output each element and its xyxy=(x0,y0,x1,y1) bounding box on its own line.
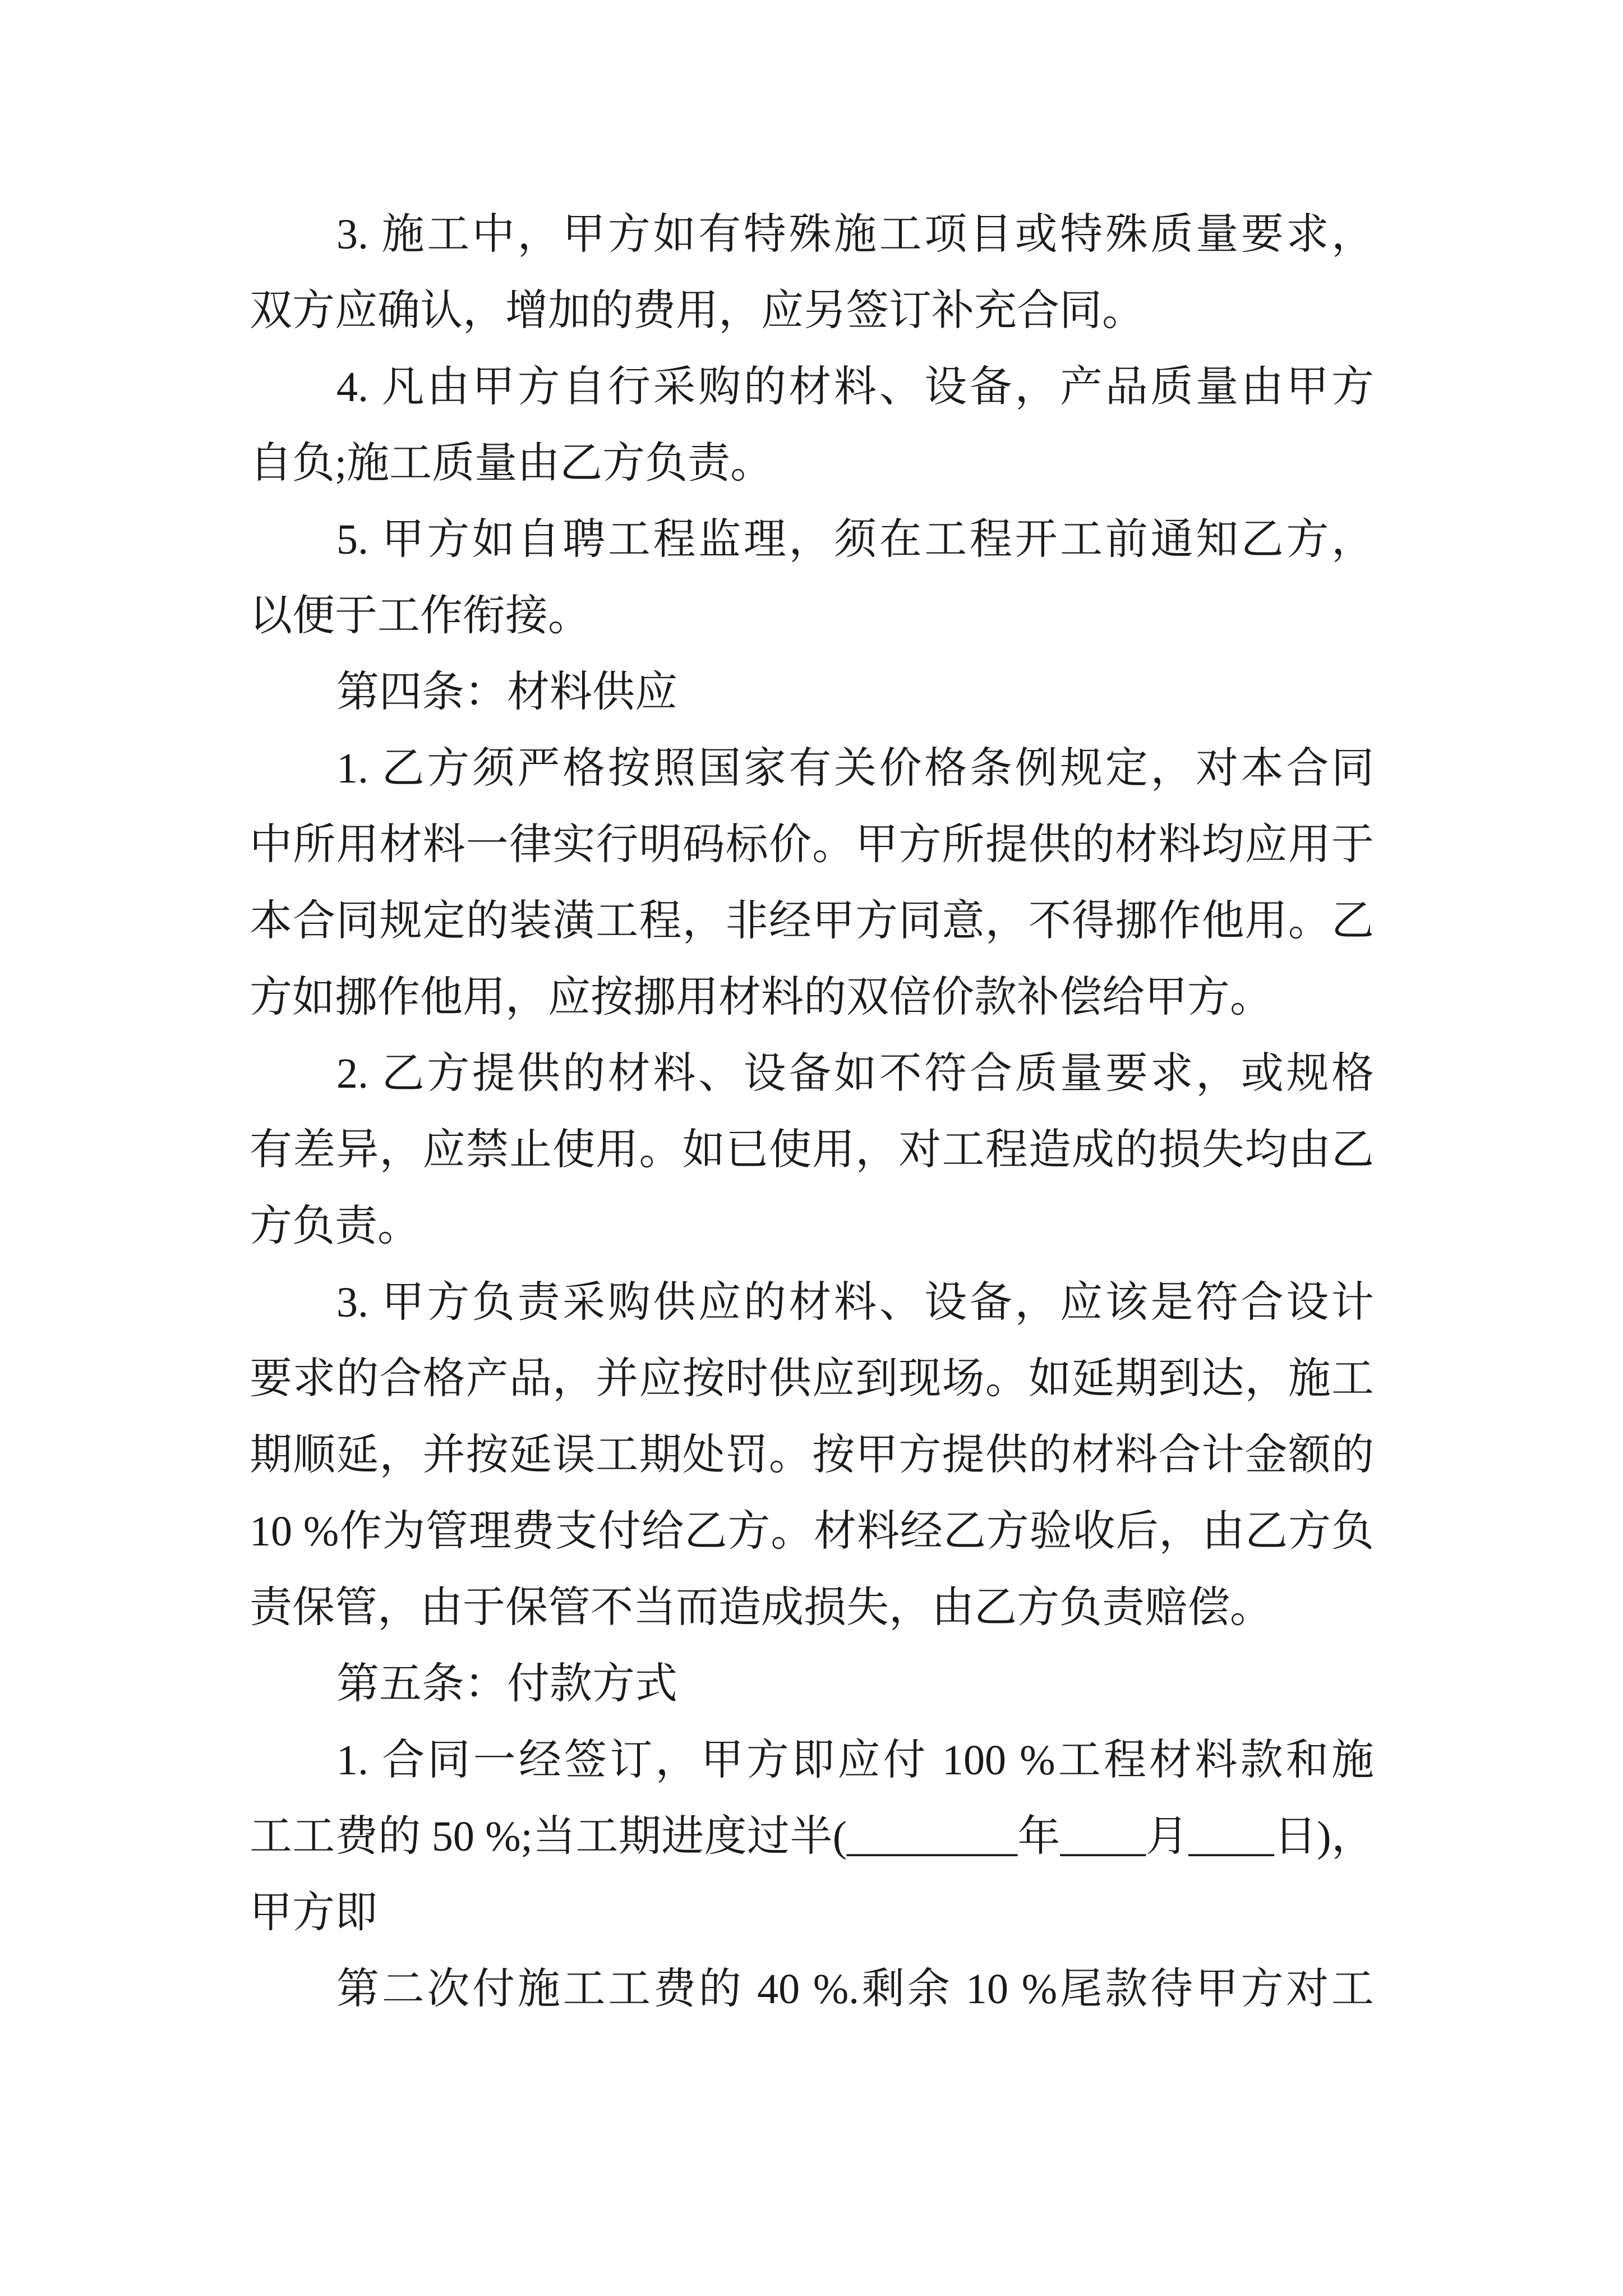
text-line: 第二次付施工工费的 40 %.剩余 10 %尾款待甲方对工 xyxy=(336,1966,1374,2013)
text-line: 10 %作为管理费支付给乙方。材料经乙方验收后，由乙方负 xyxy=(250,1508,1374,1555)
text-line: 3. 甲方负责采购供应的材料、设备，应该是符合设计 xyxy=(336,1279,1374,1326)
text-line: 1. 乙方须严格按照国家有关价格条例规定，对本合同 xyxy=(336,745,1374,792)
text-line: 2. 乙方提供的材料、设备如不符合质量要求，或规格 xyxy=(336,1050,1374,1097)
text-line: 4. 凡由甲方自行采购的材料、设备，产品质量由甲方 xyxy=(336,364,1374,411)
text-line: 5. 甲方如自聘工程监理，须在工程开工前通知乙方， xyxy=(336,516,1374,563)
text-line: 自负;施工质量由乙方负责。 xyxy=(250,440,773,487)
text-line: 本合同规定的装潢工程，非经甲方同意，不得挪作他用。乙 xyxy=(250,898,1374,945)
text-line: 双方应确认，增加的费用，应另签订补充合同。 xyxy=(250,287,1145,334)
text-line: 3. 施工中，甲方如有特殊施工项目或特殊质量要求， xyxy=(336,211,1374,258)
text-line: 甲方即 xyxy=(250,1889,377,1936)
text-line: 中所用材料一律实行明码标价。甲方所提供的材料均应用于 xyxy=(250,821,1374,868)
text-line: 方如挪作他用，应按挪用材料的双倍价款补偿给甲方。 xyxy=(250,974,1272,1021)
text-line: 有差异，应禁止使用。如已使用，对工程造成的损失均由乙 xyxy=(250,1126,1374,1174)
text-line: 1. 合同一经签订，甲方即应付 100 %工程材料款和施 xyxy=(336,1737,1374,1784)
section-heading: 第五条：付款方式 xyxy=(336,1660,677,1708)
text-line: 以便于工作衔接。 xyxy=(250,592,591,639)
text-line: 方负责。 xyxy=(250,1203,420,1250)
text-line: 责保管，由于保管不当而造成损失，由乙方负责赔偿。 xyxy=(250,1584,1272,1631)
section-heading: 第四条：材料供应 xyxy=(336,669,677,716)
text-line: 要求的合格产品，并应按时供应到现场。如延期到达，施工 xyxy=(250,1355,1374,1402)
text-line: 期顺延，并按延误工期处罚。按甲方提供的材料合计金额的 xyxy=(250,1432,1374,1479)
text-line: 工工费的 50 %;当工期进度过半(________年____月____日)， xyxy=(250,1813,1374,1860)
